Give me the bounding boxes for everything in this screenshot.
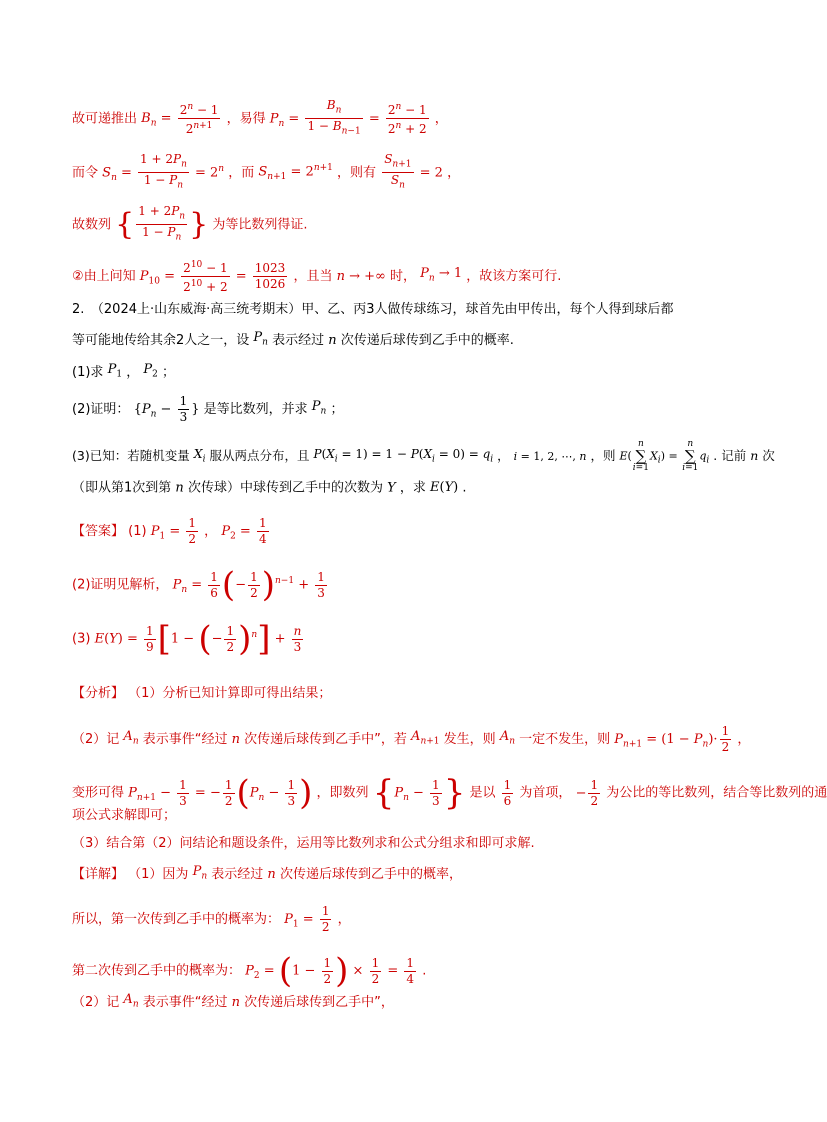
formula-pn-sym: $P_n$ [253, 330, 268, 348]
text: ， [497, 448, 510, 463]
formula-pn: $P_n$ [192, 864, 208, 882]
formula-n: n [175, 480, 184, 496]
formula-answer-pn: $P_n$ = $\frac{1}{6}$ (− $\frac{1}{2}$ )$^{n-1}$ + $\frac{1}{3}$ [172, 565, 325, 605]
text: （1）因为 [128, 866, 189, 882]
text: 为等比数列得证. [212, 217, 308, 233]
formula-n: n [267, 866, 276, 882]
text: . [462, 480, 467, 496]
question-2 [72, 394, 343, 425]
formula-n: n [231, 732, 241, 747]
formula-bn: $B_n$ = $\frac{2^n - 1}{2^{n+1}}$ [141, 102, 219, 137]
detail-line-4 [72, 990, 394, 1015]
text: 服从两点分布，且 [209, 448, 310, 463]
formula-transform: $P_{n+1}$ − $\frac{1}{3}$ = − $\frac{1}{2}$ ($P_n$ − $\frac{1}{3}$ ) [128, 773, 313, 813]
formula-pn-limit: $P_n \to 1$ [420, 266, 463, 284]
text: 表示事件“经过 [142, 732, 228, 747]
analysis-tag: 【分析】 [72, 686, 125, 701]
formula-n: n [750, 448, 759, 463]
text: （即从第1次到第 [72, 480, 172, 496]
text: 2. （2024上·山东威海·高三统考期末）甲、乙、丙3人做传球练习，球首先由甲传出，每个人得到球后都 [72, 302, 674, 317]
analysis-line-2 [72, 724, 750, 755]
formula-expectation-sum: E(n ∑ $i=1X_i) = n$ ∑ $i=1q_i$ [619, 439, 710, 473]
detail-line-3 [72, 951, 427, 991]
text: ②由上问知 [72, 269, 136, 284]
text: 为首项， [519, 785, 572, 801]
text: ， [434, 111, 448, 127]
answer-tag: 【答案】 [72, 524, 125, 539]
text: （2）记 [72, 994, 120, 1010]
formula-detail-p1: $P_1$ = $\frac{1}{2}$ [284, 904, 330, 934]
text: 发生，则 [443, 732, 496, 747]
problem-title-line [72, 300, 674, 320]
text: ， [337, 912, 351, 927]
text: ，则有 [337, 165, 377, 181]
formula-detail-p2: $P_2 = (1$ − $\frac{1}{2}$ ) × $\frac{1}{2}$ = $\frac{1}{4}$ [245, 951, 415, 991]
text: 变形可得 [72, 785, 125, 801]
text: 故数列 [72, 217, 112, 233]
formula-pn-q2: $P_n$ [311, 399, 327, 417]
analysis-line-3 [72, 773, 827, 813]
formula-answer-ey: E(Y) = $\frac{1}{9}$ [1 − (− $\frac{1}{2}$ )$^n$] + $\frac{n}{3}$ [94, 619, 302, 659]
formula-an: $A_n$ [123, 729, 139, 747]
formula-n: n [328, 332, 337, 348]
text: 是等比数列，并求 [203, 402, 308, 417]
problem-line-2 [72, 328, 514, 353]
solution-line-recursion [72, 98, 448, 140]
formula-xi: $X_i$ [193, 445, 206, 465]
answer-line-2 [72, 565, 329, 605]
text: ， [126, 364, 140, 380]
text: ； [330, 402, 344, 417]
text: . [422, 963, 427, 979]
formula-an1: $A_{n+1}$ [411, 729, 440, 747]
text: （3）结合第（2）问结论和题设条件，运用等比数列求和公式分组求和即可求解. [72, 836, 535, 851]
text: 表示事件“经过 [142, 994, 228, 1010]
formula-p10: $P_{10}$ = $\frac{2^{10} - 1}{2^{10} + 2}$ = $\frac{1023}{1026}$ [139, 260, 286, 294]
text: (2)证明见解析， [72, 577, 169, 593]
formula-ey: E(Y) [429, 480, 459, 495]
text: 所以，第一次传到乙手中的概率为： [72, 912, 281, 927]
formula-answer-p1: $P_1$ = $\frac{1}{2}$ [150, 516, 197, 546]
text: ，故该方案可行. [466, 269, 562, 284]
text: 次传递后球传到乙手中”，若 [244, 732, 407, 747]
formula-limit: n → +∞ [336, 268, 386, 284]
text: 次 [762, 448, 775, 463]
formula-an: $A_n$ [499, 729, 515, 747]
analysis-line-5 [72, 834, 535, 854]
formula-an: $A_n$ [123, 992, 139, 1010]
text: 次传递后球传到乙手中”， [244, 994, 394, 1010]
text: 等可能地传给其余2人之一，设 [72, 332, 250, 348]
detail-line-2 [72, 904, 351, 935]
formula-y: Y [387, 480, 396, 496]
text: 故可递推出 [72, 111, 138, 127]
question-3-line-2 [72, 478, 467, 499]
text: ，而 [228, 165, 255, 181]
solution-line-geometric [72, 204, 307, 246]
formula-recurrence: $P_{n+1} = (1 - P_n)\cdot$ $\frac{1}{2}$ [614, 724, 730, 754]
formula-two-point: $P(X_i = 1) = 1 - P(X_i = 0) = q_i$ [313, 446, 494, 465]
formula-p2: $P_2$ [143, 362, 158, 380]
answer-line-3 [72, 619, 305, 659]
formula-sequence: { $\frac{1 + 2P_n}{1 - P_n}$ } [115, 204, 209, 243]
text: ， [447, 165, 461, 181]
text: ， [204, 524, 218, 539]
detail-tag: 【详解】 [72, 866, 125, 882]
text: 第二次传到乙手中的概率为： [72, 963, 242, 979]
formula-seq-analysis: {$P_n$ − $\frac{1}{3}$ } [372, 773, 466, 813]
text: ，则 [590, 448, 616, 463]
question-1 [72, 360, 175, 385]
detail-line-1 [72, 862, 462, 887]
text: 为公比的等比数列，结合等比数列的通 [606, 785, 827, 801]
text: 次传递后球传到乙手中的概率. [340, 332, 514, 348]
text: ，即数列 [316, 785, 369, 801]
text: 一定不发生，则 [519, 732, 611, 747]
text: 项公式求解即可； [72, 808, 177, 823]
text: 表示经过 [272, 332, 325, 348]
analysis-line-4 [72, 806, 176, 826]
formula-pn: $P_n$ = $\frac{B_n}{1 - B_{n-1}}$ = $\frac{2^n - 1}{2^n + 2}$ [269, 98, 427, 137]
analysis-line-1 [72, 684, 331, 704]
text: (1)求 [72, 364, 104, 380]
text: 是以 [469, 785, 496, 801]
text: 而令 [72, 165, 99, 181]
text: （2）记 [72, 732, 120, 747]
text: （1）分析已知计算即可得出结果； [128, 686, 332, 701]
text: 表示经过 [211, 866, 264, 882]
solution-line-sn [72, 152, 460, 194]
formula-sn1: $S_{n+1} = 2^{n+1}$ [258, 163, 333, 183]
text: ，求 [399, 480, 426, 496]
formula-n: n [231, 994, 241, 1010]
text: 次传球）中球传到乙手中的次数为 [187, 480, 383, 496]
answer-line-1 [72, 516, 271, 547]
formula-ratio-q: − $\frac{1}{2}$ [575, 777, 599, 808]
formula-seq-q2: {$P_n$ − $\frac{1}{3}$ } [133, 394, 200, 424]
text: 时， [390, 269, 417, 284]
text: ， [737, 732, 751, 747]
formula-ratio: $\frac{S_{n+1}}{S_n}$ = 2 [384, 152, 443, 191]
text: 次传递后球传到乙手中的概率， [279, 866, 462, 882]
formula-first-term: $\frac{1}{6}$ [503, 777, 512, 808]
formula-answer-p2: $P_2$ = $\frac{1}{4}$ [221, 516, 267, 546]
text: (3)已知：若随机变量 [72, 448, 190, 463]
text: (3) [72, 631, 91, 647]
solution-line-p10 [72, 258, 561, 295]
text: ，且当 [293, 269, 333, 284]
formula-p1: $P_1$ [107, 362, 123, 380]
question-3 [72, 440, 775, 473]
text: (2)证明： [72, 402, 130, 417]
formula-index: i = 1, 2, ⋯, n [513, 449, 587, 463]
text: (1) [128, 524, 147, 539]
text: ，易得 [226, 111, 266, 127]
text: . 记前 [713, 448, 747, 463]
formula-sn: $S_n$ = $\frac{1 + 2P_n}{1 - P_n}$ = $2^n$ [102, 152, 225, 191]
text: ； [161, 364, 175, 380]
